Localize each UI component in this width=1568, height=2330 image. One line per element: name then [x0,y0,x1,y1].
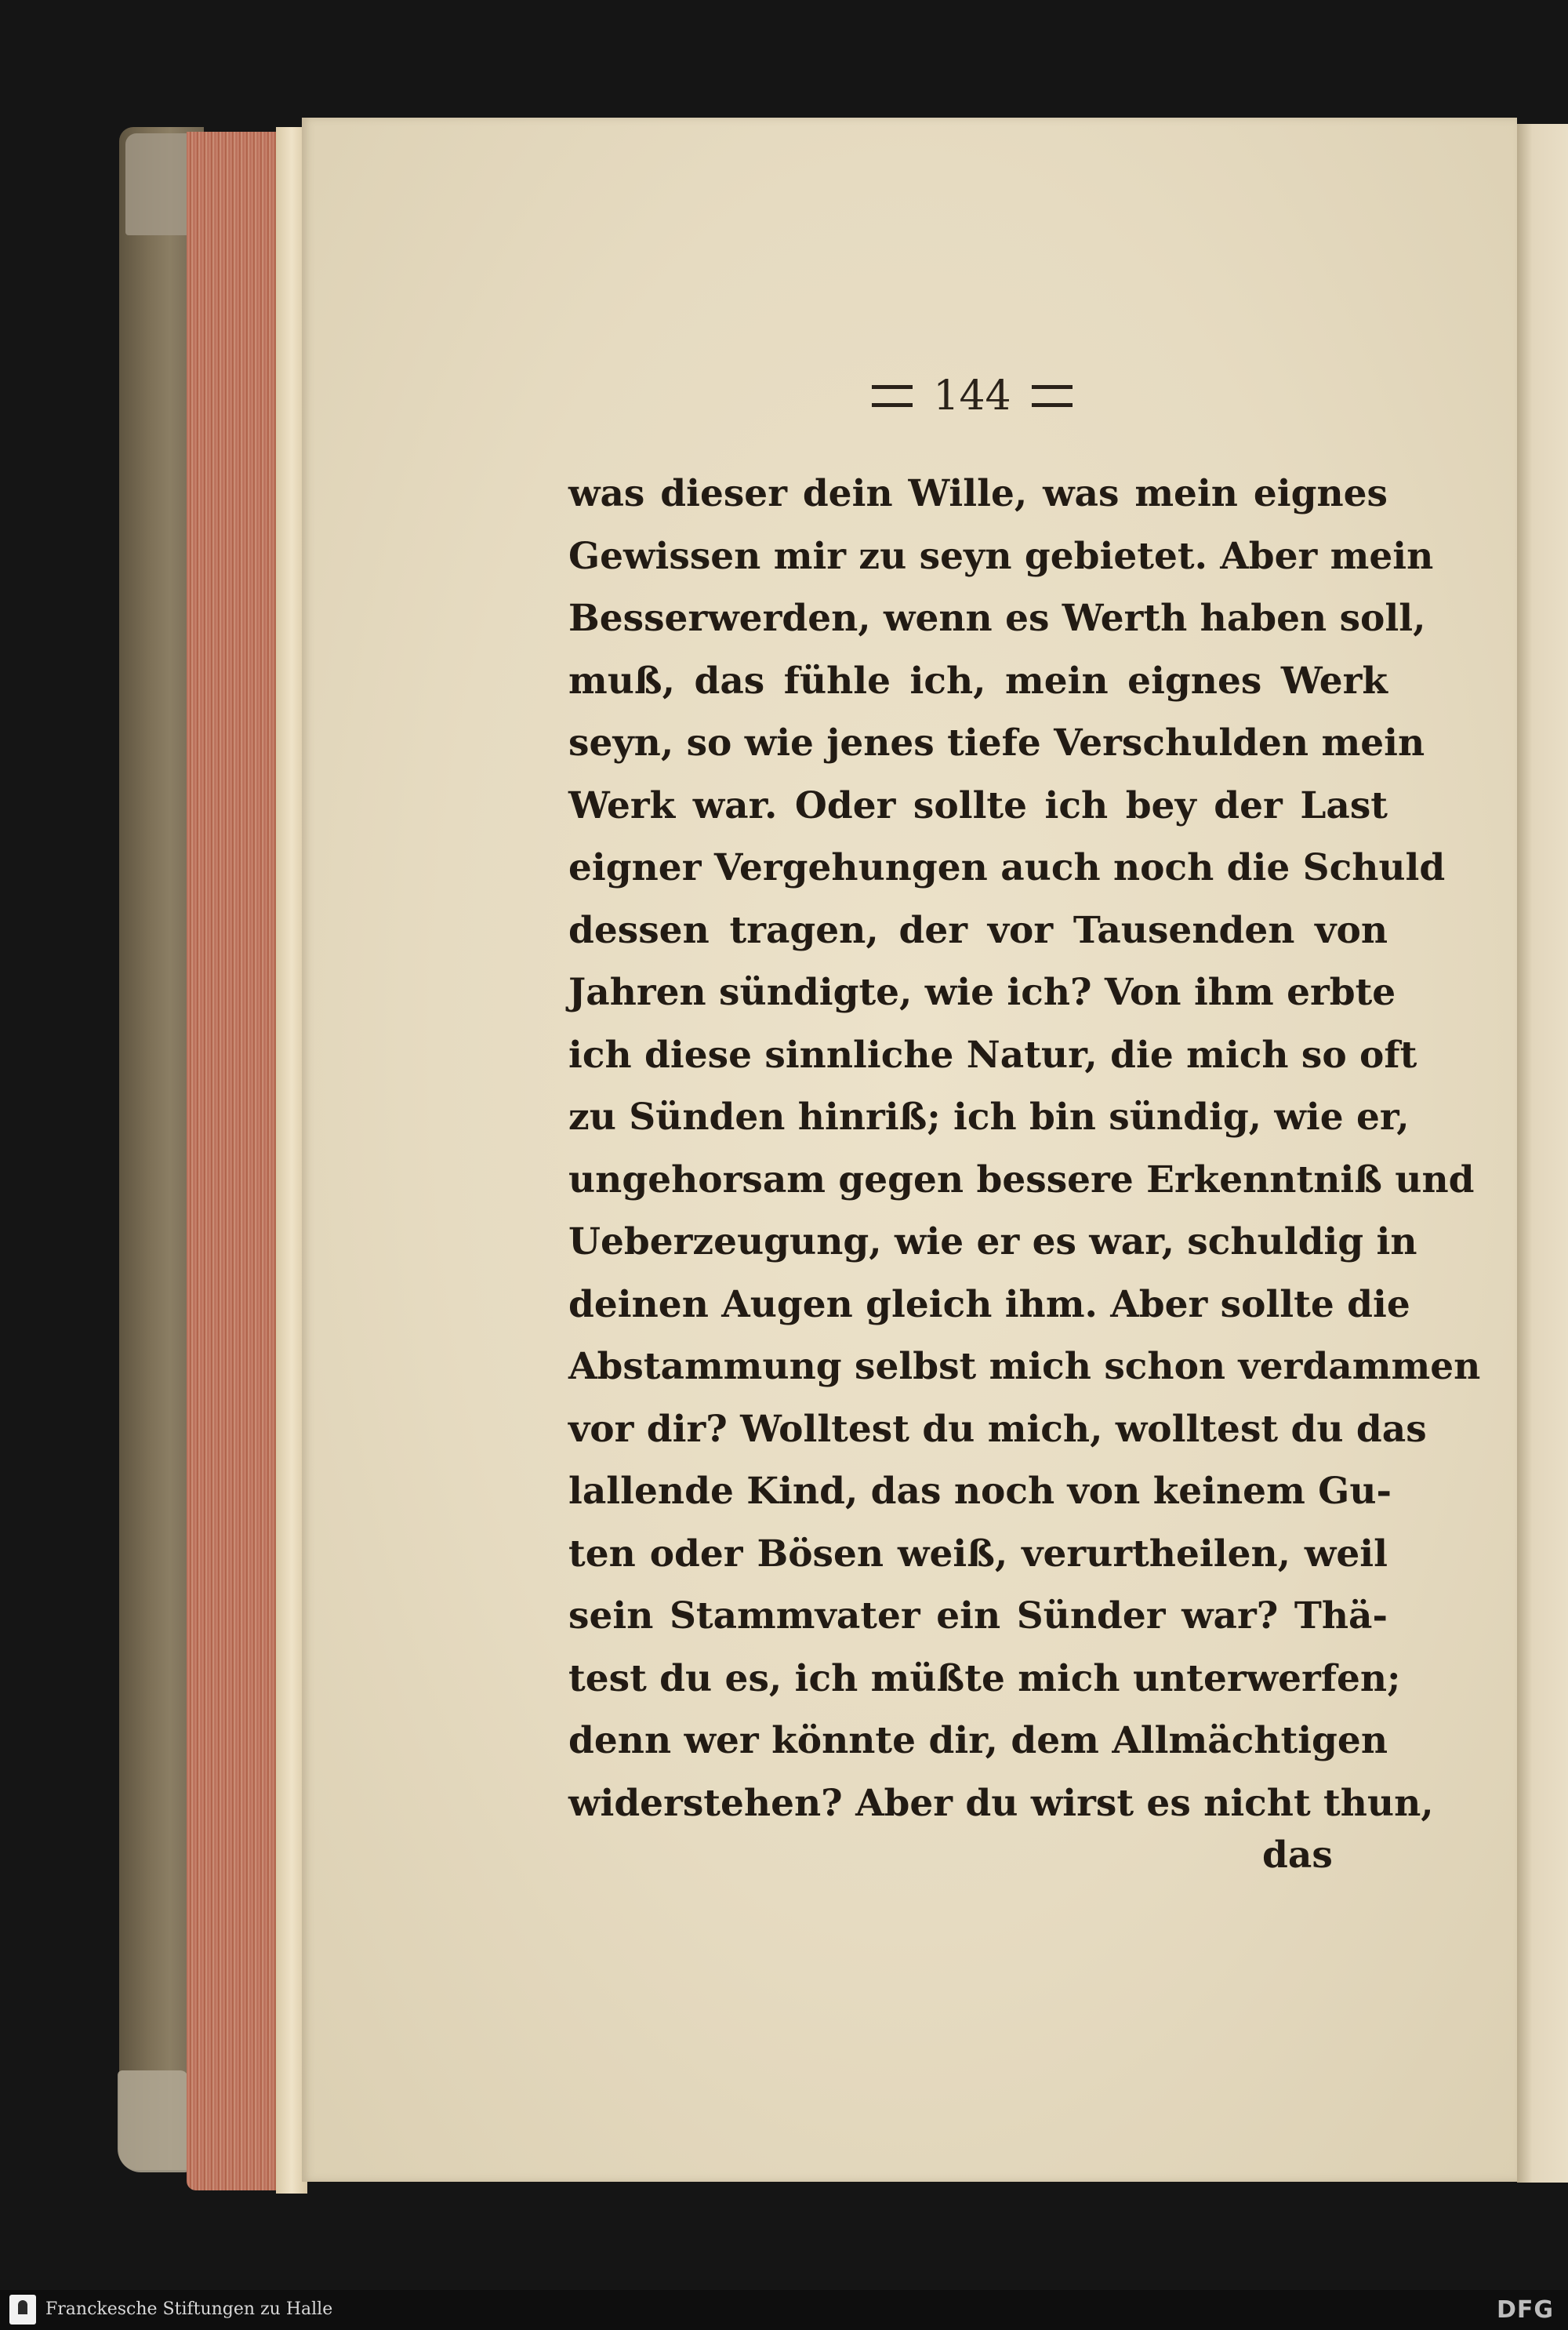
text-line: eigner Vergehungen auch noch die Schuld [568,846,1446,889]
text-line: sein Stammvater ein Sünder war? Thä- [568,1594,1388,1638]
text-line: lallende Kind, das noch von keinem Gu- [568,1470,1392,1513]
text-line: ungehorsam gegen bessere Erkenntniß und [568,1158,1475,1201]
text-line: denn wer könnte dir, dem Allmächtigen [568,1719,1388,1762]
page-header [839,369,1105,423]
text-line: deinen Augen gleich ihm. Aber sollte die [568,1282,1410,1326]
text-line: test du es, ich müßte mich unterwerfen; [568,1656,1401,1700]
text-line: ich diese sinnliche Natur, die mich so oft [568,1033,1417,1077]
catchword: das [1262,1834,1333,1877]
text-line: Abstammung selbst mich schon verdammen [568,1345,1481,1388]
text-line: Besserwerden, wenn es Werth haben soll, [568,597,1426,640]
text-line: Gewissen mir zu seyn gebietet. Aber mein [568,534,1434,578]
text-line: ten oder Bösen weiß, verurtheilen, weil [568,1532,1388,1576]
francke-foundation-logo-icon [9,2295,36,2325]
header-rule-right [1032,385,1073,407]
text-line: Werk war. Oder sollte ich bey der Last [568,783,1388,827]
next-page-edge [1517,124,1568,2183]
cover-wear [118,2070,188,2172]
text-line: widerstehen? Aber du wirst es nicht thun, [568,1781,1434,1825]
text-line: zu Sünden hinriß; ich bin sündig, wie er, [568,1096,1410,1139]
page-body-text [568,463,1481,1834]
text-line: vor dir? Wolltest du mich, wolltest du das [568,1407,1427,1451]
text-line: dessen tragen, der vor Tausenden von [568,908,1388,952]
text-line: was dieser dein Wille, was mein eignes [568,472,1388,515]
viewer-footer [0,2290,1568,2330]
text-line: seyn, so wie jenes tiefe Verschulden mein [568,722,1425,765]
text-line: muß, das fühle ich, mein eignes Werk [568,659,1388,703]
institution-name: Franckesche Stiftungen zu Halle [45,2299,333,2319]
text-line: Ueberzeugung, wie er es war, schuldig in [568,1220,1417,1263]
text-line: Jahren sündigte, wie ich? Von ihm erbte [568,971,1396,1014]
dfg-logo: DFG [1496,2296,1554,2324]
header-rule-left [872,385,913,407]
page-number: 144 [933,373,1011,420]
